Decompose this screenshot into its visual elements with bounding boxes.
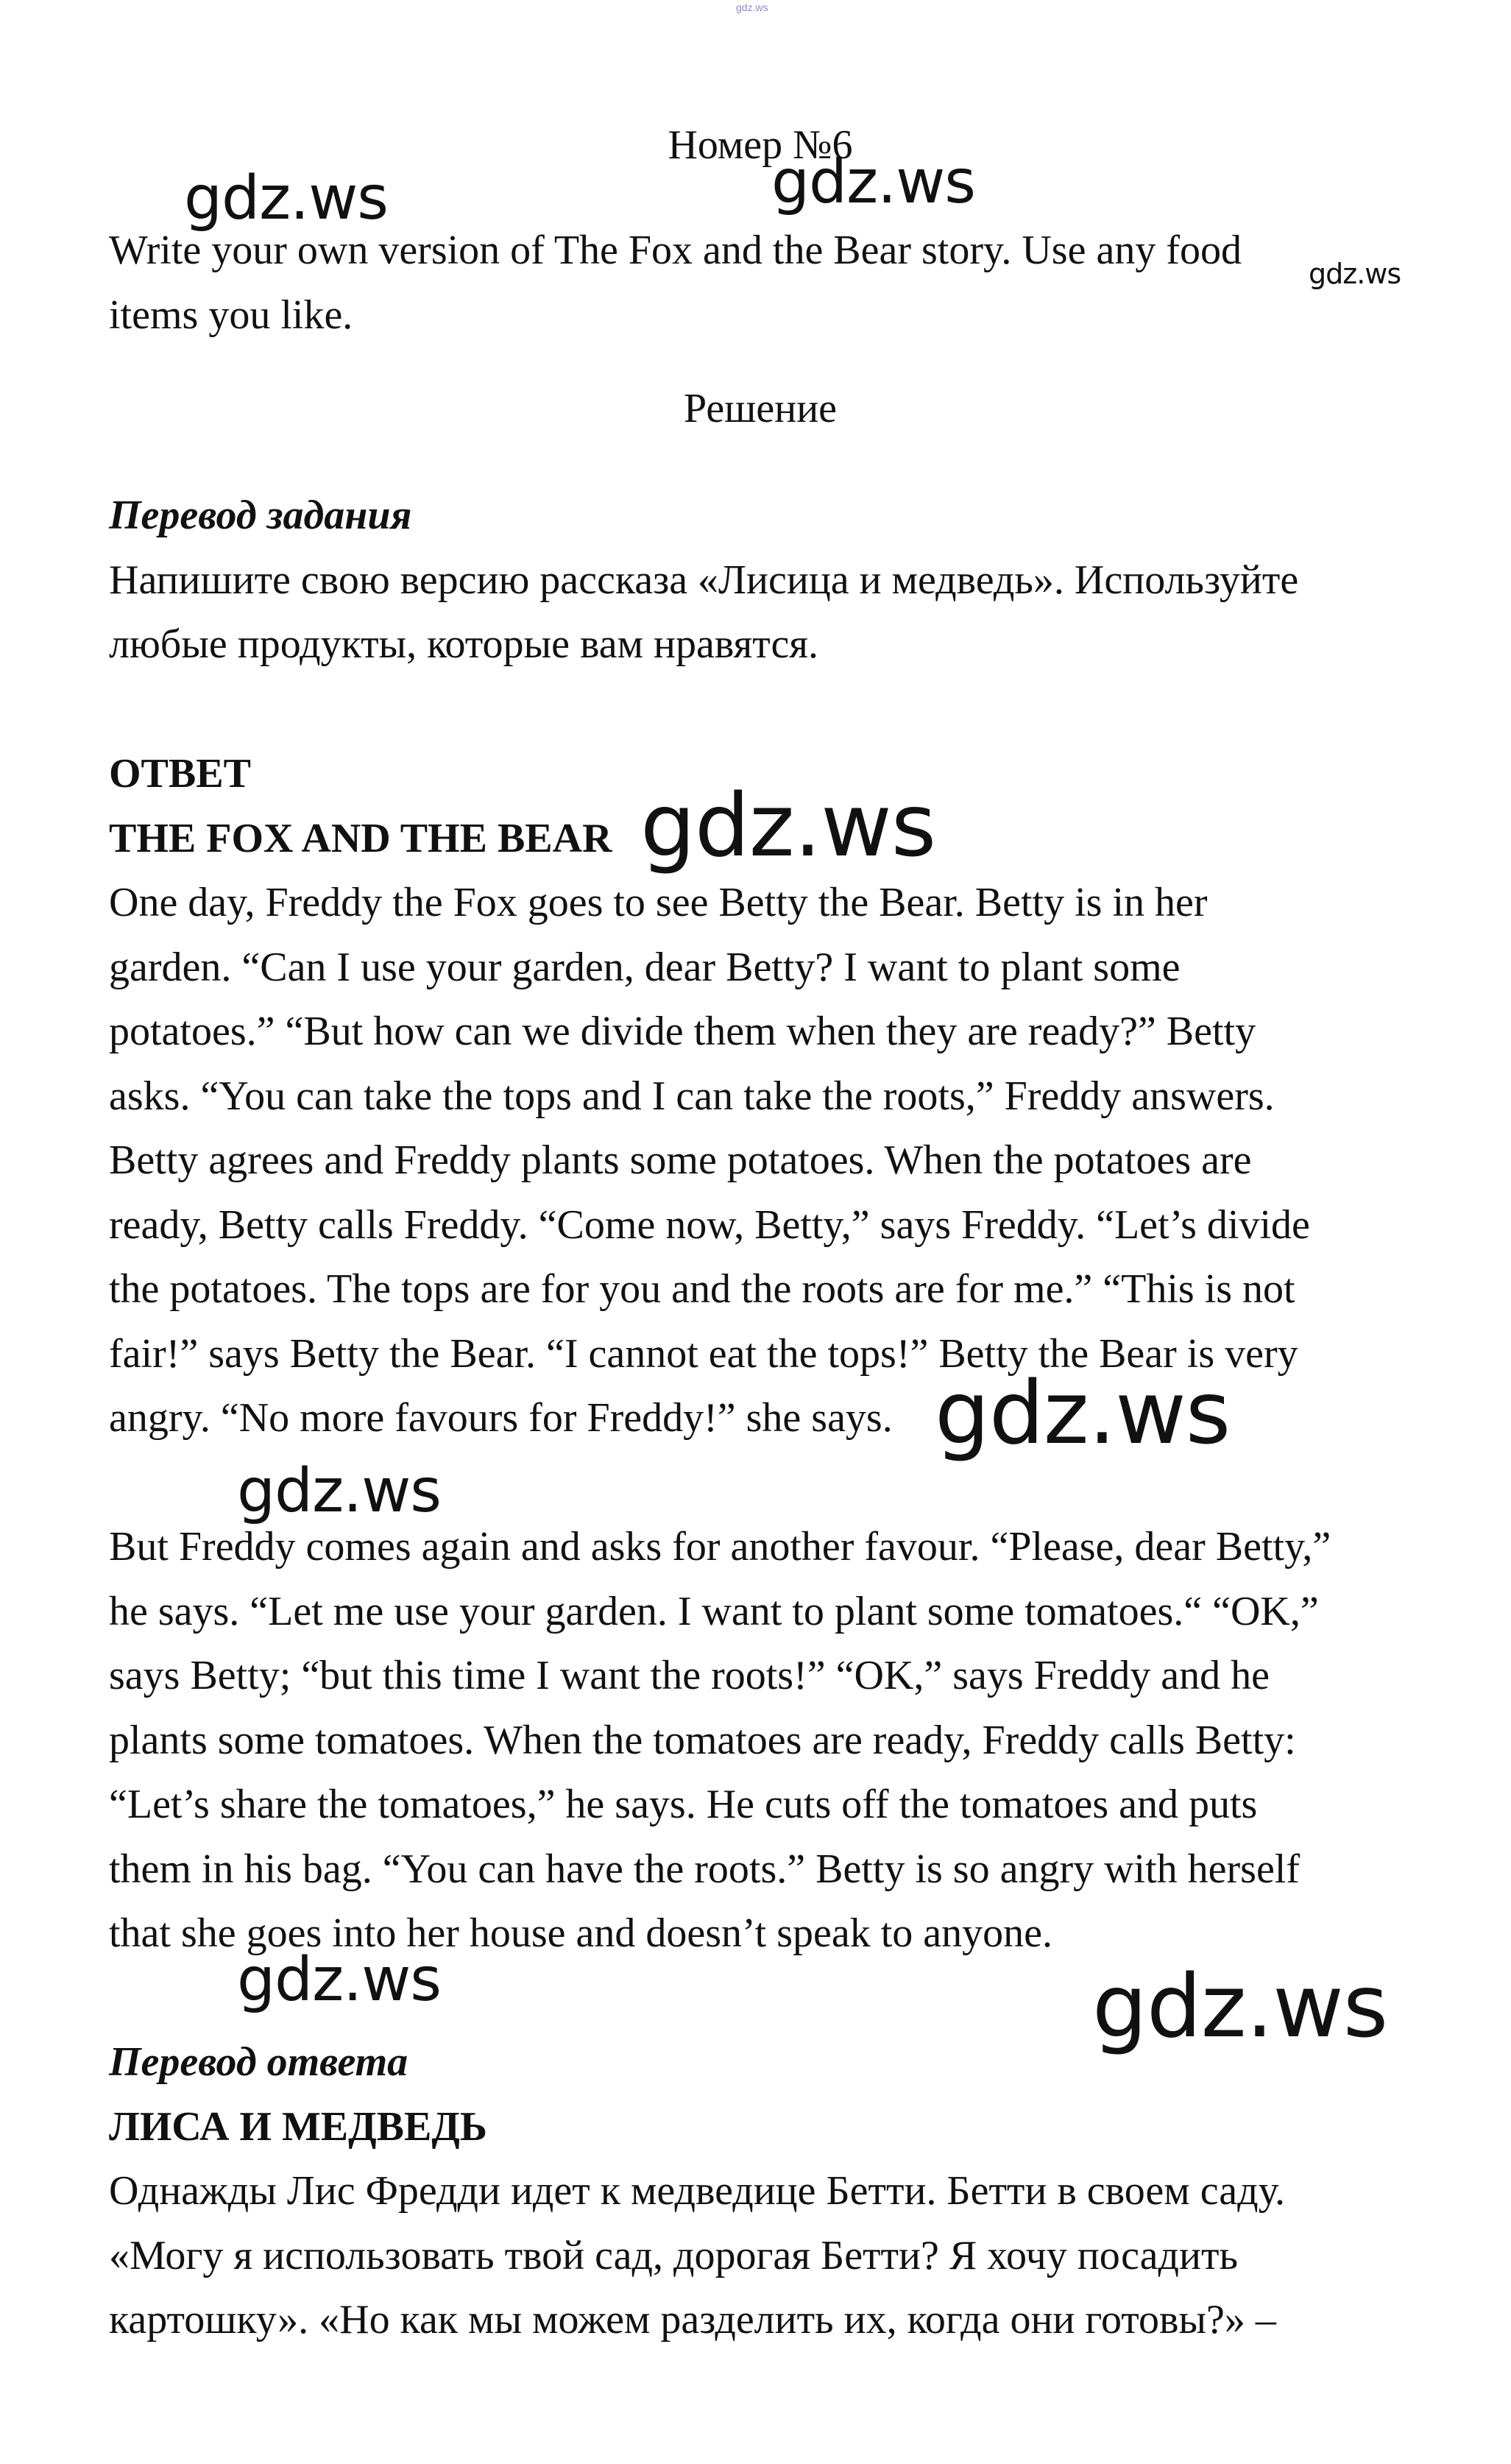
- answer-translation-heading: Перевод ответа: [109, 2039, 408, 2085]
- story-paragraph-2: [109, 1515, 1426, 1966]
- translation-line: любые продукты, которые вам нравятся.: [109, 621, 819, 667]
- story-line: One day, Freddy the Fox goes to see Betty the Bear. Betty is in her: [109, 880, 1208, 925]
- task-line: items you like.: [109, 292, 353, 338]
- story-line: them in his bag. “You can have the roots.” Betty is so angry with herself: [109, 1846, 1301, 1892]
- story-line: angry. “No more favours for Freddy!” she says.: [109, 1395, 893, 1441]
- translation-story-line: «Могу я использовать твой сад, дорогая Бетти? Я хочу посадить: [109, 2232, 1238, 2278]
- watermark: gdz.ws: [1092, 1955, 1388, 2057]
- story-line: the potatoes. The tops are for you and the roots are for me.” “This is not: [109, 1266, 1295, 1312]
- page-title: Номер №6: [668, 122, 853, 168]
- story-line: he says. “Let me use your garden. I want to plant some tomatoes.“ “OK,”: [109, 1588, 1319, 1634]
- task-line: Write your own version of The Fox and the Bear story. Use any food: [109, 227, 1242, 273]
- story-line: fair!” says Betty the Bear. “I cannot eat the tops!” Betty the Bear is very: [109, 1330, 1298, 1377]
- task-translation: [109, 484, 1426, 677]
- translation-story-line: Однажды Лис Фредди идет к медведице Бетти. Бетти в своем саду.: [109, 2168, 1285, 2214]
- translation-story-title: ЛИСА И МЕДВЕДЬ: [109, 2103, 487, 2150]
- story-line: Betty agrees and Freddy plants some potatoes. When the potatoes are: [109, 1137, 1252, 1183]
- story-title: THE FOX AND THE BEAR: [109, 815, 612, 861]
- story-line: says Betty; “but this time I want the roots!” “OK,” says Freddy and he: [109, 1653, 1270, 1698]
- solution-heading: Решение: [683, 386, 838, 431]
- watermark: gdz.ws: [935, 1362, 1231, 1464]
- story-line: garden. “Can I use your garden, dear Betty? I want to plant some: [109, 944, 1181, 990]
- story-line: But Freddy comes again and asks for another favour. “Please, dear Betty,”: [109, 1524, 1331, 1570]
- story-line: asks. “You can take the tops and I can take the roots,” Freddy answers.: [109, 1073, 1275, 1119]
- story-line: ready, Betty calls Freddy. “Come now, Betty,” says Freddy. “Let’s divide: [109, 1201, 1310, 1248]
- watermark: gdz.ws: [237, 1456, 441, 1526]
- translation-story-line: картошку». «Но как мы можем разделить их, когда они готовы?» –: [109, 2297, 1276, 2343]
- watermark: gdz.ws: [237, 1945, 441, 2015]
- story-line: potatoes.” “But how can we divide them when they are ready?” Betty: [109, 1009, 1256, 1054]
- translation-line: Напишите свою версию рассказа «Лисица и медведь». Используйте: [109, 557, 1299, 603]
- watermark: gdz.ws: [184, 163, 388, 233]
- task-text: [109, 219, 1426, 347]
- story-line: “Let’s share the tomatoes,” he says. He cuts off the tomatoes and puts: [109, 1782, 1258, 1827]
- answer-translation: [109, 2030, 1426, 2353]
- story-line: that she goes into her house and doesn’t speak to anyone.: [109, 1910, 1053, 1956]
- watermark: gdz.ws: [771, 147, 975, 217]
- translation-heading: Перевод задания: [109, 493, 412, 538]
- watermark: gdz.ws: [1309, 258, 1401, 290]
- answer-heading: ОТВЕТ: [109, 751, 251, 797]
- story-line: plants some tomatoes. When the tomatoes are ready, Freddy calls Betty:: [109, 1717, 1296, 1763]
- watermark: gdz.ws: [640, 774, 936, 876]
- header-watermark: gdz.ws: [736, 1, 768, 13]
